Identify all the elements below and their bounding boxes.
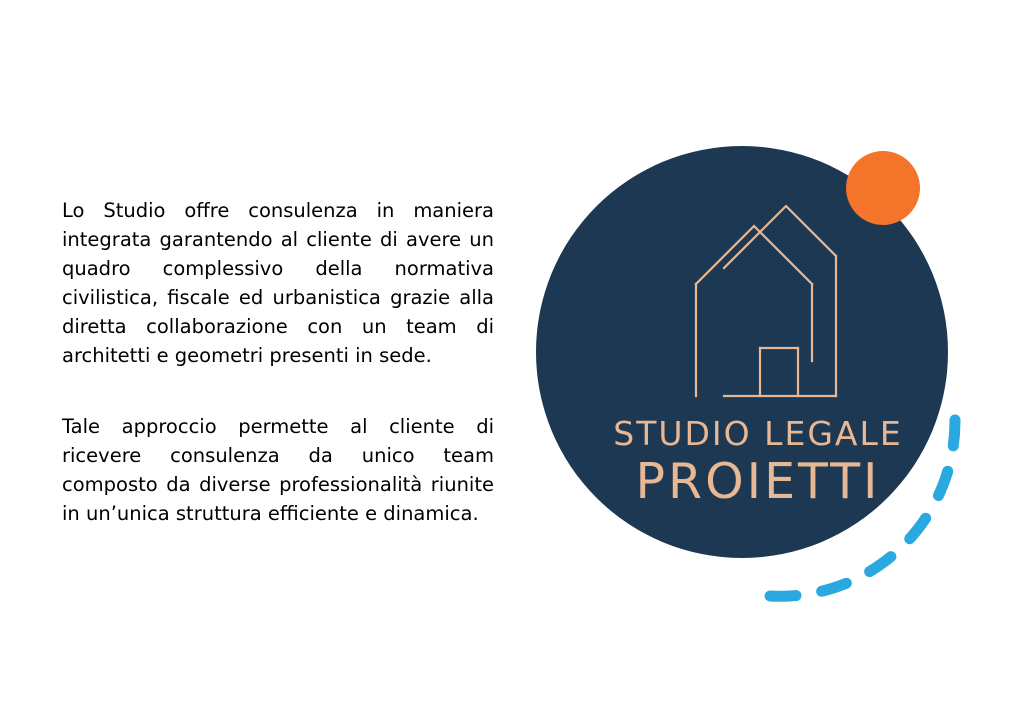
house-outline-icon <box>686 196 846 421</box>
paragraph-1: Lo Studio offre consulenza in maniera integrata garantendo al cliente di avere un quadro complessivo della normativa civilistica, fiscale ed urbanistica grazie alla diretta collaborazione con un team di architetti e geometri presenti in sede. <box>62 199 494 367</box>
body-text-column <box>62 196 494 528</box>
logo-wordmark <box>552 414 964 510</box>
orange-circle-icon <box>846 151 920 225</box>
logo-wordmark-line-2: PROIETTI <box>635 453 881 510</box>
logo-lockup <box>520 120 990 620</box>
paragraph-2: Tale approccio permette al cliente di ricevere consulenza da unico team composto da diverse professionalità riunite in un’unica struttura efficiente e dinamica. <box>62 415 494 525</box>
logo-wordmark-line-1: STUDIO LEGALE <box>613 414 903 453</box>
